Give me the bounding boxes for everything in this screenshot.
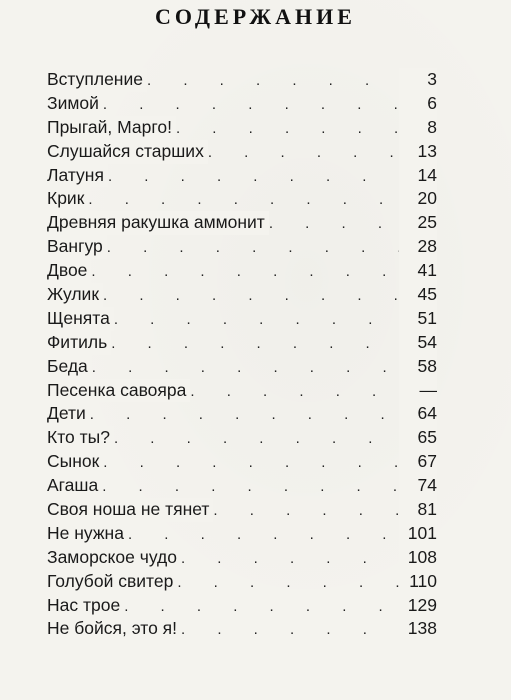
dot-leader	[176, 117, 399, 141]
dot-leader	[91, 260, 399, 284]
toc-entry-page: 67	[399, 450, 437, 474]
toc-entry-title: Древняя ракушка аммонит	[47, 211, 269, 235]
toc-entry	[47, 355, 437, 379]
toc-entry	[47, 546, 437, 570]
toc-entry	[47, 331, 437, 355]
toc-entry-page: 108	[399, 546, 437, 570]
toc-entry	[47, 379, 437, 403]
toc-entry	[47, 522, 437, 546]
toc-entry-title: Дети	[47, 402, 90, 426]
toc-entry	[47, 211, 437, 235]
toc-entry	[47, 140, 437, 164]
dot-leader	[114, 308, 399, 332]
toc-entry-page: 129	[399, 594, 437, 618]
dot-leader	[114, 427, 399, 451]
dot-leader	[181, 547, 399, 571]
toc-entry-title: Фитиль	[47, 331, 111, 355]
toc-entry-title: Своя ноша не тянет	[47, 498, 213, 522]
toc-entry-title: Латуня	[47, 164, 108, 188]
dot-leader	[177, 571, 399, 595]
toc-entry-title: Заморское чудо	[47, 546, 181, 570]
dot-leader	[102, 475, 399, 499]
dot-leader	[90, 403, 399, 427]
dot-leader	[269, 212, 399, 236]
toc-entry-page: 20	[399, 187, 437, 211]
dot-leader	[147, 69, 399, 93]
toc-entry-title: Прыгай, Марго!	[47, 116, 176, 140]
dot-leader	[111, 332, 399, 356]
toc-entry-title: Не нужна	[47, 522, 128, 546]
toc-entry-title: Зимой	[47, 92, 103, 116]
toc-entry	[47, 235, 437, 259]
toc-entry	[47, 450, 437, 474]
toc-entry-title: Не бойся, это я!	[47, 617, 181, 641]
toc-entry-title: Крик	[47, 187, 88, 211]
dot-leader	[107, 236, 399, 260]
toc-entry-page: 41	[399, 259, 437, 283]
toc-entry	[47, 187, 437, 211]
toc-entry-page: 74	[399, 474, 437, 498]
toc-entry-title: Беда	[47, 355, 92, 379]
toc-entry-page: 51	[399, 307, 437, 331]
toc-entry-page: 64	[399, 402, 437, 426]
page-title: СОДЕРЖАНИЕ	[155, 4, 356, 29]
toc-entry	[47, 116, 437, 140]
toc-entry-title: Агаша	[47, 474, 102, 498]
toc-entry	[47, 92, 437, 116]
toc-entry-title: Слушайся старших	[47, 140, 208, 164]
toc-entry-title: Нас трое	[47, 594, 124, 618]
toc-entry-page: 6	[399, 92, 437, 116]
toc-entry-title: Голубой свитер	[47, 570, 177, 594]
toc-entry-page: 28	[399, 235, 437, 259]
toc-entry-page: 81	[399, 498, 437, 522]
toc-entry-title: Жулик	[47, 283, 103, 307]
toc-entry	[47, 594, 437, 618]
toc-entry-page: 25	[399, 211, 437, 235]
toc-entry-page: 110	[399, 570, 437, 594]
toc-entry-page: 138	[399, 617, 437, 641]
toc-entry-page: 101	[399, 522, 437, 546]
toc-entry	[47, 307, 437, 331]
toc-entry	[47, 259, 437, 283]
toc-entry-page: 3	[399, 68, 437, 92]
dot-leader	[190, 380, 399, 404]
toc-entry	[47, 570, 437, 594]
toc-entry	[47, 68, 437, 92]
toc-entry-title: Вангур	[47, 235, 107, 259]
toc-entry-page: 65	[399, 426, 437, 450]
toc-entry-title: Двое	[47, 259, 91, 283]
dot-leader	[208, 141, 399, 165]
toc-entry	[47, 426, 437, 450]
toc-entry-page: —	[399, 379, 437, 403]
toc-entry-title: Кто ты?	[47, 426, 114, 450]
toc-entry-title: Песенка савояра	[47, 379, 190, 403]
table-of-contents	[47, 68, 437, 641]
dot-leader	[124, 595, 399, 619]
toc-entry-title: Сынок	[47, 450, 103, 474]
toc-entry	[47, 498, 437, 522]
toc-entry	[47, 617, 437, 641]
dot-leader	[108, 165, 399, 189]
toc-entry	[47, 474, 437, 498]
dot-leader	[181, 618, 399, 642]
toc-entry-title: Щенята	[47, 307, 114, 331]
dot-leader	[103, 284, 399, 308]
toc-entry	[47, 402, 437, 426]
toc-entry	[47, 164, 437, 188]
toc-entry-page: 13	[399, 140, 437, 164]
dot-leader	[128, 523, 399, 547]
dot-leader	[103, 451, 399, 475]
toc-entry-page: 58	[399, 355, 437, 379]
dot-leader	[213, 499, 399, 523]
dot-leader	[103, 93, 399, 117]
toc-entry-page: 14	[399, 164, 437, 188]
toc-entry-page: 54	[399, 331, 437, 355]
dot-leader	[88, 188, 399, 212]
dot-leader	[92, 356, 399, 380]
toc-entry-page: 8	[399, 116, 437, 140]
toc-entry-title: Вступление	[47, 68, 147, 92]
toc-entry-page: 45	[399, 283, 437, 307]
toc-entry	[47, 283, 437, 307]
